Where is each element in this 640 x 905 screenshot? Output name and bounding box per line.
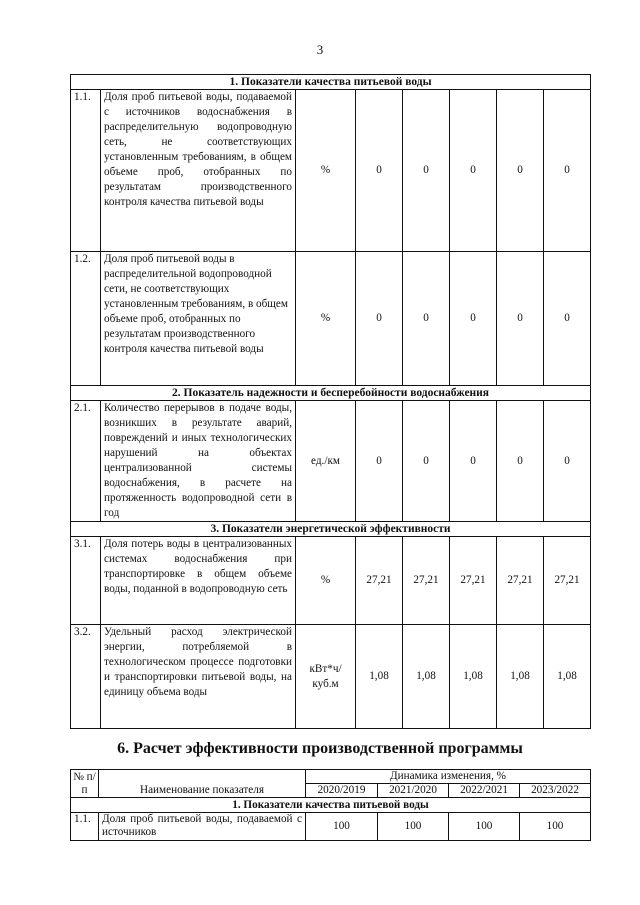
table-row — [71, 90, 591, 252]
value-cell: 0 — [450, 252, 497, 386]
value-cell: 1,08 — [356, 625, 403, 729]
value-cell: 0 — [356, 252, 403, 386]
header-row — [71, 770, 591, 784]
unit-cell: % — [296, 252, 356, 386]
value-cell: 0 — [356, 401, 403, 522]
section-title: 3. Показатели энергетической эффективности — [71, 522, 591, 537]
value-cell: 27,21 — [544, 537, 591, 625]
value-cell: 0 — [497, 401, 544, 522]
page-number: 3 — [316, 42, 324, 57]
row-number: 1.2. — [71, 252, 101, 386]
row-number: 3.2. — [71, 625, 101, 729]
value-cell: 1,08 — [544, 625, 591, 729]
section-header — [71, 386, 591, 401]
unit-cell: ед./км — [296, 401, 356, 522]
unit-cell: кВт*ч/ куб.м — [296, 625, 356, 729]
indicator-name: Доля проб питьевой воды в распределительной водопроводной сети, не соответствующих установленным требованиям, в общем объеме проб, отобранных по результатам производственного контроля качества питьевой воды — [101, 252, 296, 386]
value-cell: 0 — [544, 401, 591, 522]
value-cell: 0 — [356, 90, 403, 252]
name-header: Наименование показателя — [99, 770, 306, 798]
value-cell: 0 — [497, 252, 544, 386]
value-cell: 100 — [378, 813, 449, 841]
value-cell: 0 — [544, 252, 591, 386]
section-heading: 6. Расчет эффективности производственной программы — [117, 740, 523, 757]
row-number: 1.1. — [71, 90, 101, 252]
indicator-name: Доля проб питьевой воды, подаваемой с источников водоснабжения в распределительную водопроводную сеть, не соответствующих установленным требованиям, в общем объеме проб, отобранных по результатам производственного контроля качества питьевой воды — [101, 90, 296, 252]
indicator-name: Доля проб питьевой воды, подаваемой с источников — [99, 813, 306, 841]
indicator-name: Удельный расход электрической энергии, потребляемой в технологическом процессе подготовки и транспортировки питьевой воды, на единицу объема воды — [101, 625, 296, 729]
value-cell: 0 — [403, 90, 450, 252]
section-title: 2. Показатель надежности и бесперебойности водоснабжения — [71, 386, 591, 401]
year-header: 2021/2020 — [378, 784, 449, 798]
value-cell: 27,21 — [497, 537, 544, 625]
indicator-name: Количество перерывов в подаче воды, возникших в результате аварий, повреждений и иных технологических нарушений на объектах централизованной системы водоснабжения, в расчете на протяженность водопроводной сети в год — [101, 401, 296, 522]
value-cell: 100 — [449, 813, 520, 841]
efficiency-table — [70, 769, 591, 841]
year-header: 2022/2021 — [449, 784, 520, 798]
value-cell: 0 — [403, 401, 450, 522]
row-number: 2.1. — [71, 401, 101, 522]
value-cell: 0 — [544, 90, 591, 252]
number-header: № п/п — [71, 770, 99, 798]
section-title: 1. Показатели качества питьевой воды — [71, 75, 591, 90]
section-header — [71, 798, 591, 813]
value-cell: 0 — [450, 401, 497, 522]
table-row — [71, 401, 591, 522]
section-header — [71, 522, 591, 537]
value-cell: 27,21 — [450, 537, 497, 625]
dynamics-header: Динамика изменения, % — [306, 770, 591, 784]
value-cell: 0 — [403, 252, 450, 386]
table-row — [71, 625, 591, 729]
value-cell: 0 — [450, 90, 497, 252]
row-number: 3.1. — [71, 537, 101, 625]
section-title: 1. Показатели качества питьевой воды — [71, 798, 591, 813]
unit-cell: % — [296, 90, 356, 252]
indicator-name: Доля потерь воды в централизованных системах водоснабжения при транспортировке в общем объеме воды, поданной в водопроводную сеть — [101, 537, 296, 625]
table-row — [71, 252, 591, 386]
row-number: 1.1. — [71, 813, 99, 841]
value-cell: 100 — [520, 813, 591, 841]
table-row — [71, 813, 591, 841]
indicators-table — [70, 74, 591, 729]
section-header — [71, 75, 591, 90]
year-header: 2023/2022 — [520, 784, 591, 798]
value-cell: 1,08 — [497, 625, 544, 729]
table-row — [71, 537, 591, 625]
value-cell: 0 — [497, 90, 544, 252]
unit-cell: % — [296, 537, 356, 625]
value-cell: 1,08 — [450, 625, 497, 729]
value-cell: 100 — [306, 813, 378, 841]
year-header: 2020/2019 — [306, 784, 378, 798]
value-cell: 27,21 — [356, 537, 403, 625]
value-cell: 27,21 — [403, 537, 450, 625]
value-cell: 1,08 — [403, 625, 450, 729]
